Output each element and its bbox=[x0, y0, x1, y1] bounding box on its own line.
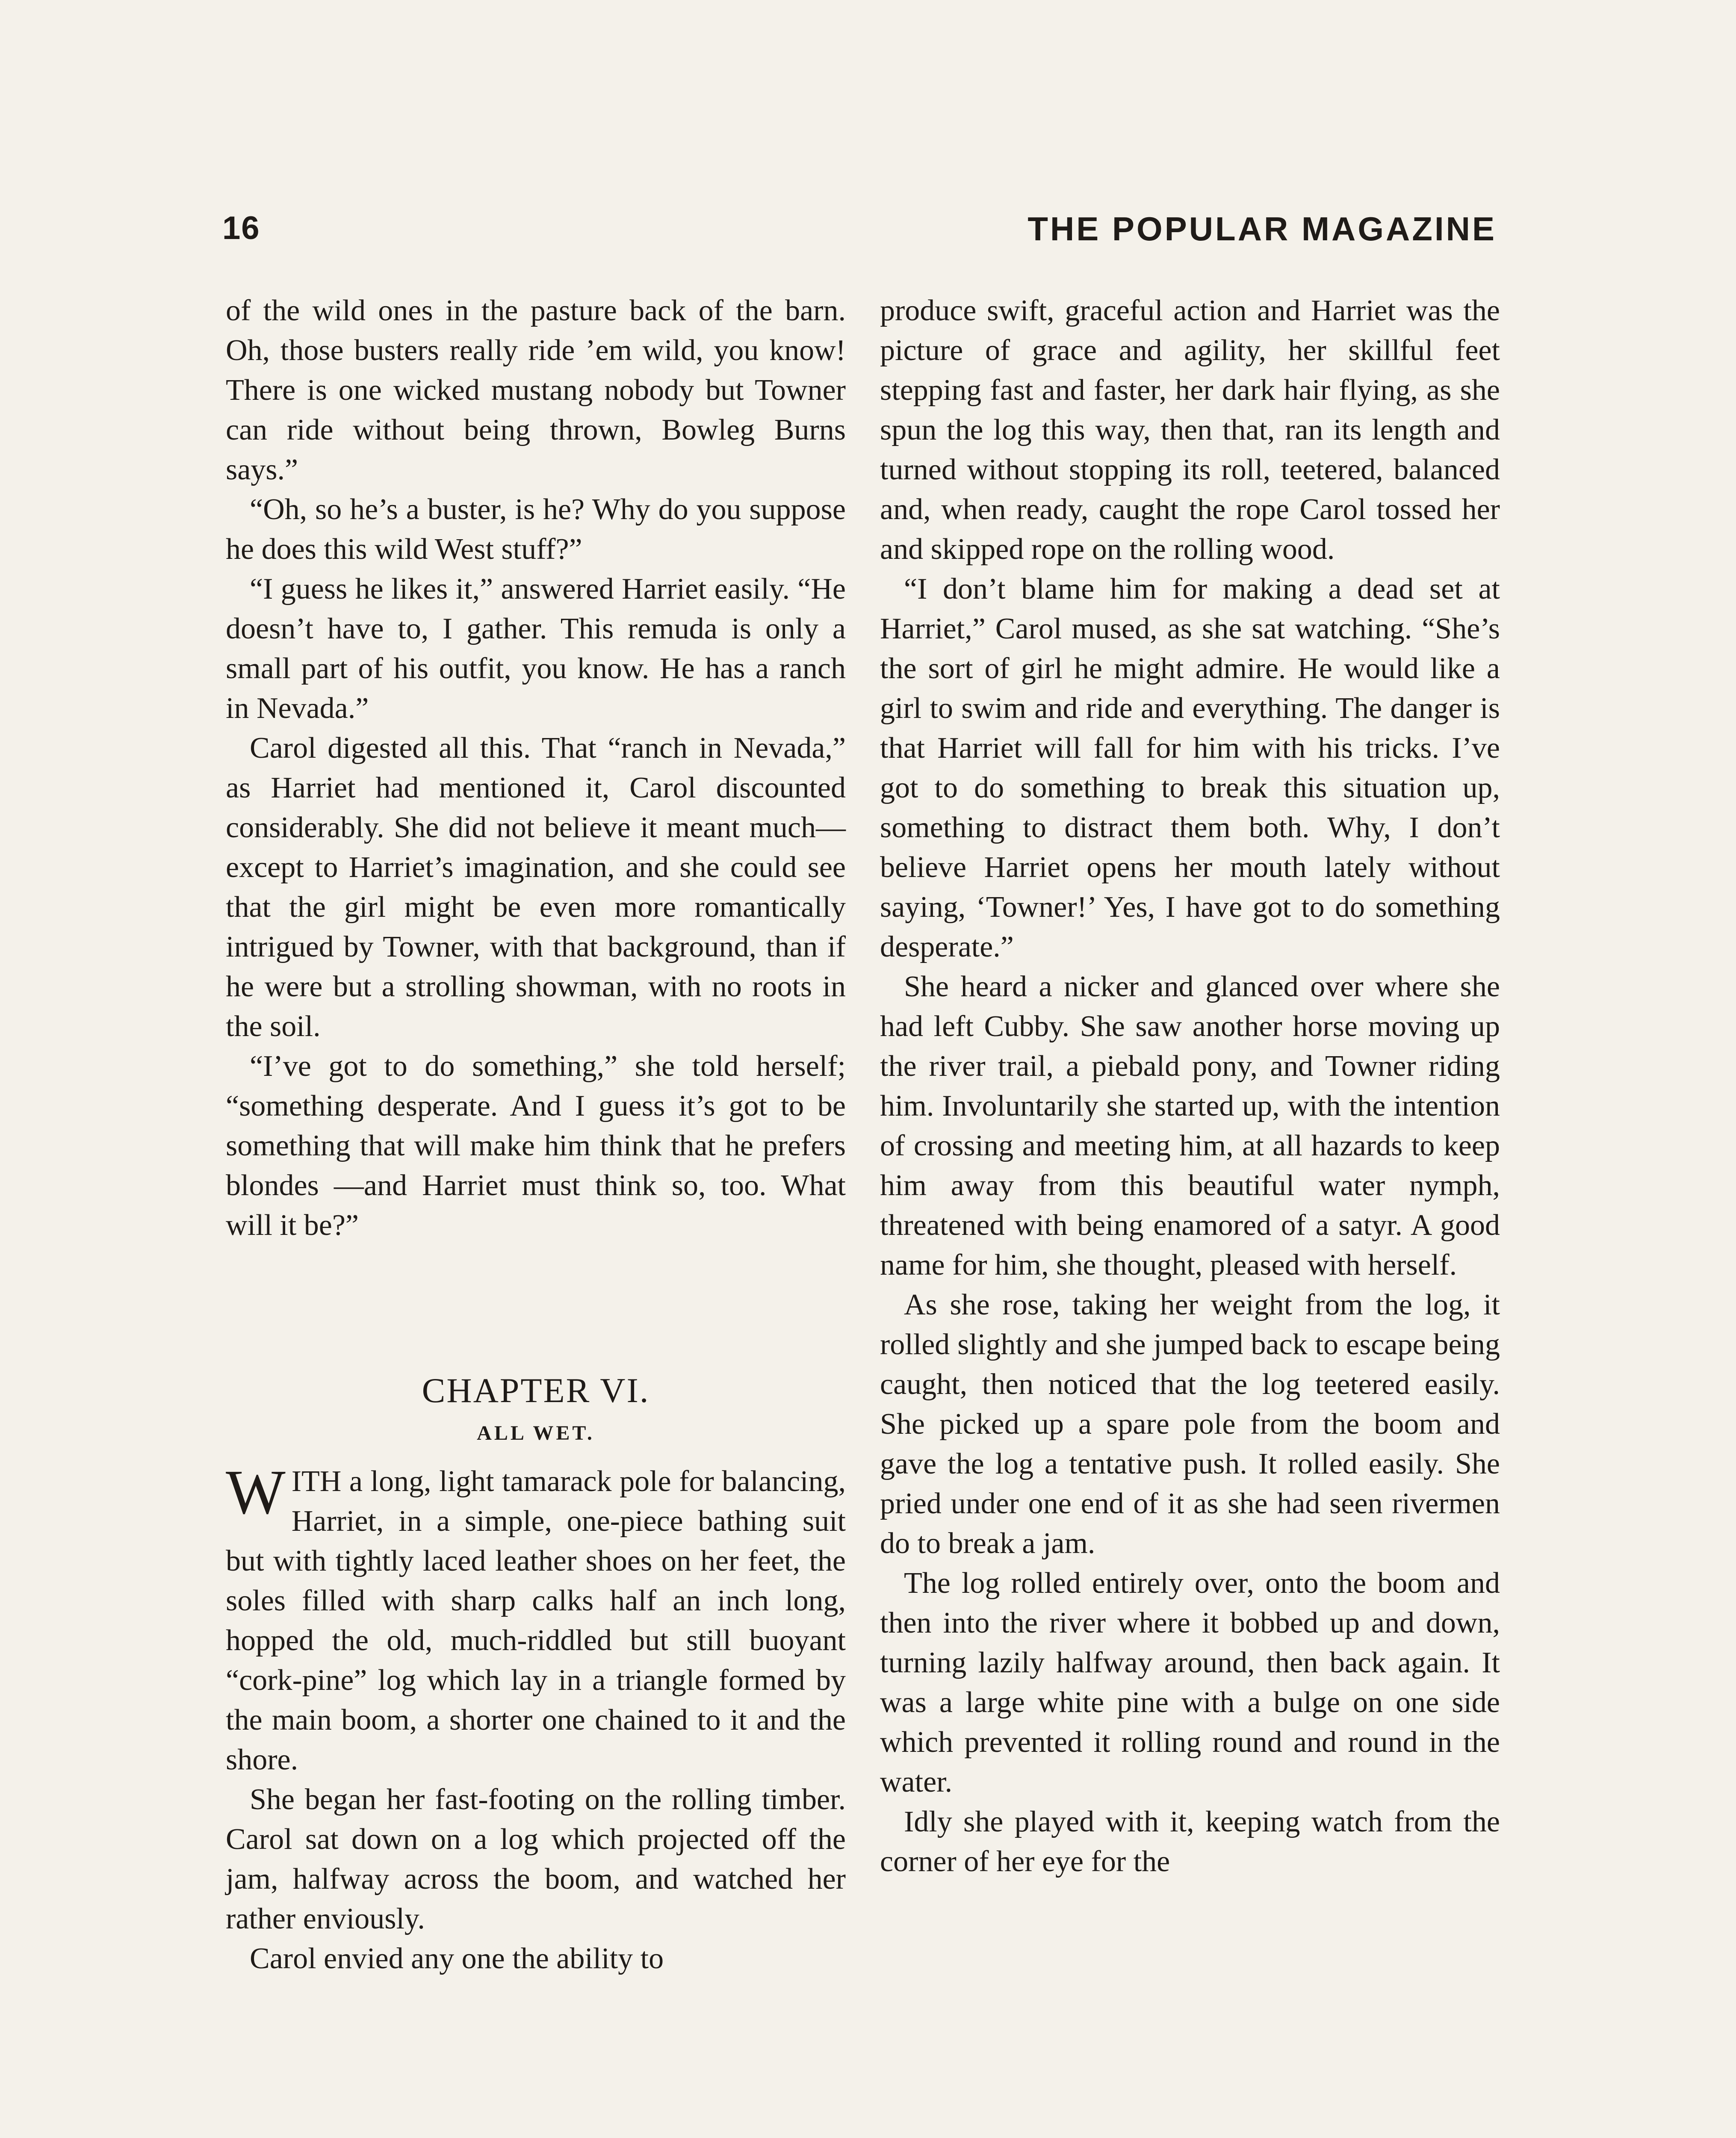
paragraph: The log rolled entirely over, onto the boom and then into the river where it bobbed up and down, turning lazily halfway around, then back again. It was a large white pine with a bulge on one side which prevented it rolling round and round in the water. bbox=[880, 1567, 1500, 1798]
chapter-heading: CHAPTER VI. bbox=[422, 1371, 650, 1410]
drop-cap: W bbox=[226, 1457, 286, 1527]
left-column bbox=[226, 291, 846, 1979]
paragraph: Carol digested all this. That “ranch in Nevada,” as Harriet had mentioned it, Carol discounted considerably. She did not believe it meant much—except to Harriet’s imagination, and she could see that the girl might be even more romantically intrigued by Towner, with that background, than if he were but a strolling showman, with no roots in the soil. bbox=[226, 732, 846, 1043]
running-head: THE POPULAR MAGAZINE bbox=[1027, 210, 1497, 248]
page-header bbox=[222, 210, 1497, 252]
paragraph: Idly she played with it, keeping watch from the corner of her eye for the bbox=[880, 1805, 1500, 1878]
paragraph: of the wild ones in the pasture back of the barn. Oh, those busters really ride ’em wild, you know! There is one wicked mustang nobody but Towner can ride without being thrown, Bowleg Burns says.” bbox=[226, 294, 846, 486]
paragraph-text: ITH a long, light tamarack pole for balancing, Harriet, in a simple, one-piece bathing suit but with tightly laced leather shoes on her feet, the soles filled with sharp calks half an inch long, hopped the old, much-riddled but still buoyant “cork-pine” log which lay in a triangle formed by the main boom, a shorter one chained to it and the shore. bbox=[226, 1465, 846, 1776]
paragraph: produce swift, graceful action and Harriet was the picture of grace and agility, her skillful feet stepping fast and faster, her dark hair flying, as she spun the log this way, then that, ran its length and turned without stopping its roll, teetered, balanced and, when ready, caught the rope Carol tossed her and skipped rope on the rolling wood. bbox=[880, 294, 1500, 566]
paragraph: “I’ve got to do something,” she told herself; “something desperate. And I guess it’s got to be something that will make him think that he prefers blondes —and Harriet must think so, too. What will it be?” bbox=[226, 1050, 846, 1242]
chapter-opening-paragraph bbox=[226, 1457, 846, 1780]
paragraph: “I guess he likes it,” answered Harriet easily. “He doesn’t have to, I gather. This remuda is only a small part of his outfit, you know. He has a ranch in Nevada.” bbox=[226, 573, 846, 725]
paragraph: As she rose, taking her weight from the log, it rolled slightly and she jumped back to escape being caught, then noticed that the log teetered easily. She picked up a spare pole from the boom and gave the log a tentative push. It rolled easily. She pried under one end of it as she had seen rivermen do to break a jam. bbox=[880, 1288, 1500, 1560]
page-number: 16 bbox=[222, 210, 260, 246]
paragraph: “Oh, so he’s a buster, is he? Why do you suppose he does this wild West stuff?” bbox=[226, 493, 846, 566]
chapter-subtitle: ALL WET. bbox=[477, 1422, 595, 1444]
paragraph: Carol envied any one the ability to bbox=[250, 1942, 664, 1975]
paragraph: She heard a nicker and glanced over where she had left Cubby. She saw another horse moving up the river trail, a piebald pony, and Towner riding him. Involuntarily she started up, with the intention of crossing and meeting him, at all hazards to keep him away from this beautiful water nymph, threatened with being enamored of a satyr. A good name for him, she thought, pleased with herself. bbox=[880, 970, 1500, 1282]
paragraph: “I don’t blame him for making a dead set at Harriet,” Carol mused, as she sat watching. “She’s the sort of girl he might admire. He would like a girl to swim and ride and everything. The danger is that Harriet will fall for him with his tricks. I’ve got to do something to break this situation up, something to distract them both. Why, I don’t believe Harriet opens her mouth lately without saying, ‘Towner!’ Yes, I have got to do something desperate.” bbox=[880, 573, 1500, 963]
paragraph: She began her fast-footing on the rolling timber. Carol sat down on a log which projected off the jam, halfway across the boom, and watched her rather enviously. bbox=[226, 1783, 846, 1935]
right-column bbox=[880, 291, 1500, 1881]
